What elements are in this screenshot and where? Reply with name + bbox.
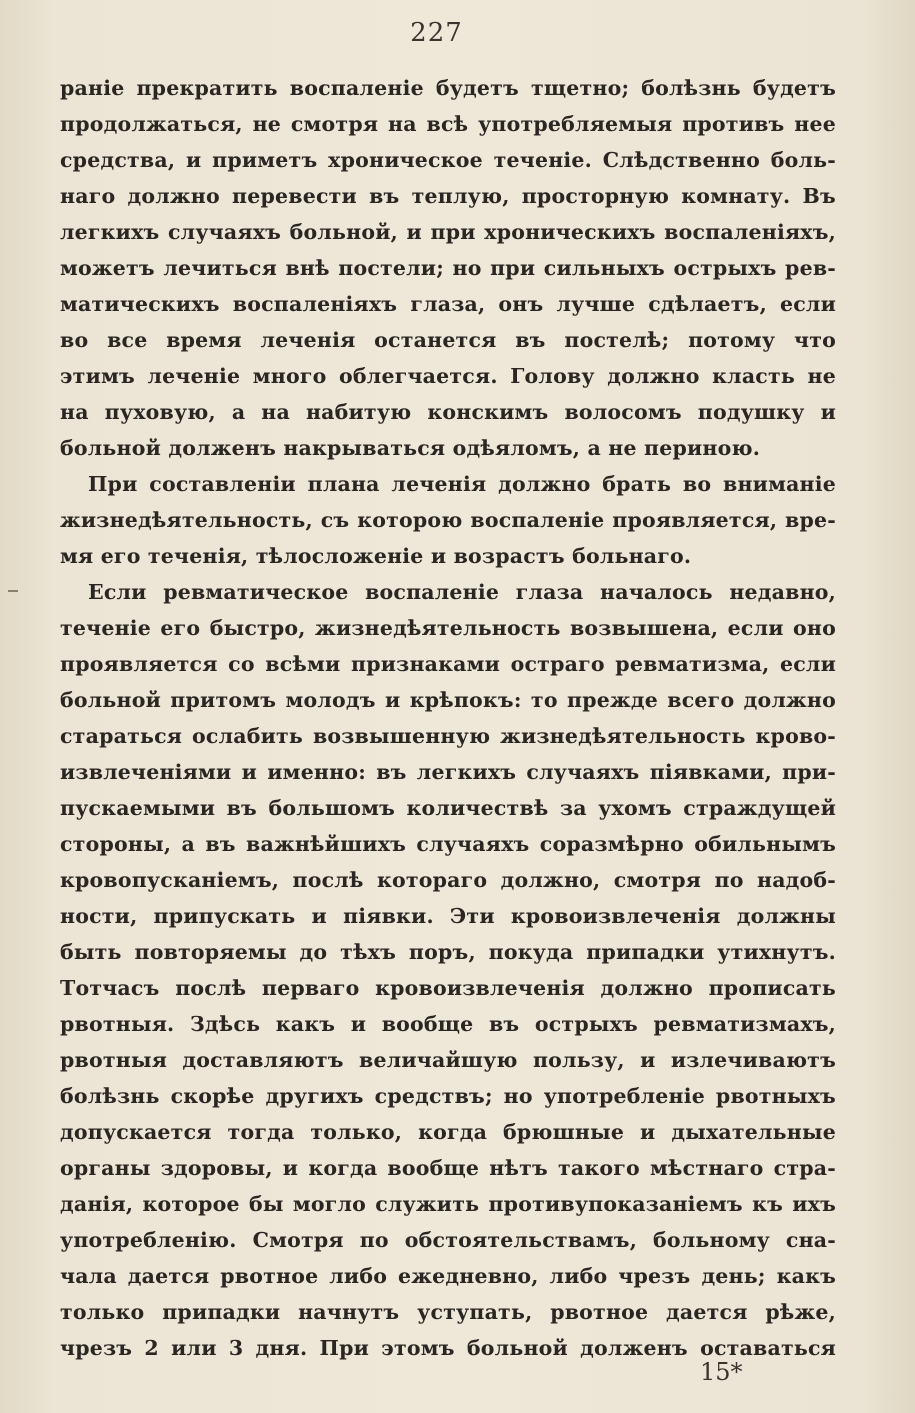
- text-line: больной долженъ накрываться одѣяломъ, а не периною.: [60, 436, 761, 460]
- text-line: на пуховую, а на набитую конскимъ волосомъ подушку и: [60, 400, 836, 424]
- printer-signature: 15*: [700, 1358, 743, 1386]
- text-line: наго должно перевести въ теплую, просторную комнату. Въ: [60, 184, 836, 208]
- margin-mark: [8, 590, 18, 592]
- text-line: чрезъ 2 или 3 дня. При этомъ больной долженъ оставаться: [60, 1336, 836, 1360]
- text-line: проявляется со всѣми признаками остраго ревматизма, если: [60, 652, 836, 676]
- text-line: чала дается рвотное либо ежедневно, либо чрезъ день; какъ: [60, 1264, 836, 1288]
- text-line: средства, и приметъ хроническое теченiе. Слѣдственно боль-: [60, 148, 836, 172]
- text-line: Тотчасъ послѣ перваго кровоизвлеченiя должно прописать: [60, 976, 836, 1000]
- text-line: ранiе прекратить воспаленiе будетъ тщетно; болѣзнь будетъ: [60, 76, 836, 100]
- text-line: быть повторяемы до тѣхъ поръ, покуда припадки утихнутъ.: [60, 940, 836, 964]
- text-line: При составленiи плана леченiя должно брать во вниманiе: [88, 472, 836, 496]
- text-line: извлеченiями и именно: въ легкихъ случаяхъ пiявками, при-: [60, 760, 836, 784]
- text-line: теченiе его быстро, жизнедѣятельность возвышена, если оно: [60, 616, 836, 640]
- text-line: кровопусканiемъ, послѣ котораго должно, смотря по надоб-: [60, 868, 836, 892]
- text-line: легкихъ случаяхъ больной, и при хроническихъ воспаленiяхъ,: [60, 220, 836, 244]
- text-line: этимъ леченiе много облегчается. Голову должно класть не: [60, 364, 836, 388]
- text-line: употребленiю. Смотря по обстоятельствамъ, больному сна-: [60, 1228, 836, 1252]
- text-line: болѣзнь скорѣе другихъ средствъ; но употребленiе рвотныхъ: [60, 1084, 836, 1108]
- text-line: матическихъ воспаленiяхъ глаза, онъ лучше сдѣлаетъ, если: [60, 292, 836, 316]
- text-line: больной притомъ молодъ и крѣпокъ: то прежде всего должно: [60, 688, 836, 712]
- text-line: органы здоровы, и когда вообще нѣтъ такого мѣстнаго стра-: [60, 1156, 836, 1180]
- text-line: данiя, которое бы могло служить противупоказанiемъ къ ихъ: [60, 1192, 836, 1216]
- text-line: рвотныя доставляютъ величайшую пользу, и излечиваютъ: [60, 1048, 836, 1072]
- text-line: рвотныя. Здѣсь какъ и вообще въ острыхъ ревматизмахъ,: [60, 1012, 836, 1036]
- text-line: пускаемыми въ большомъ количествѣ за ухомъ страждущей: [60, 796, 836, 820]
- text-line: стараться ослабить возвышенную жизнедѣятельность крово-: [60, 724, 836, 748]
- text-line: во все время леченiя останется въ постелѣ; потому что: [60, 328, 836, 352]
- text-line: Если ревматическое воспаленiе глаза началось недавно,: [88, 580, 836, 604]
- text-line: только припадки начнутъ уступать, рвотное дается рѣже,: [60, 1300, 836, 1324]
- text-line: жизнедѣятельность, съ которою воспаленiе проявляется, вре-: [60, 508, 836, 532]
- text-line: ности, припускать и пiявки. Эти кровоизвлеченiя должны: [60, 904, 836, 928]
- text-line: можетъ лечиться внѣ постели; но при сильныхъ острыхъ рев-: [60, 256, 836, 280]
- page-number: 227: [410, 18, 463, 48]
- text-line: стороны, а въ важнѣйшихъ случаяхъ соразмѣрно обильнымъ: [60, 832, 836, 856]
- body-text: [60, 70, 836, 1366]
- text-line: мя его теченiя, тѣлосложенiе и возрастъ больнаго.: [60, 544, 692, 568]
- text-line: продолжаться, не смотря на всѣ употребляемыя противъ нее: [60, 112, 836, 136]
- text-line: допускается тогда только, когда брюшные и дыхательные: [60, 1120, 836, 1144]
